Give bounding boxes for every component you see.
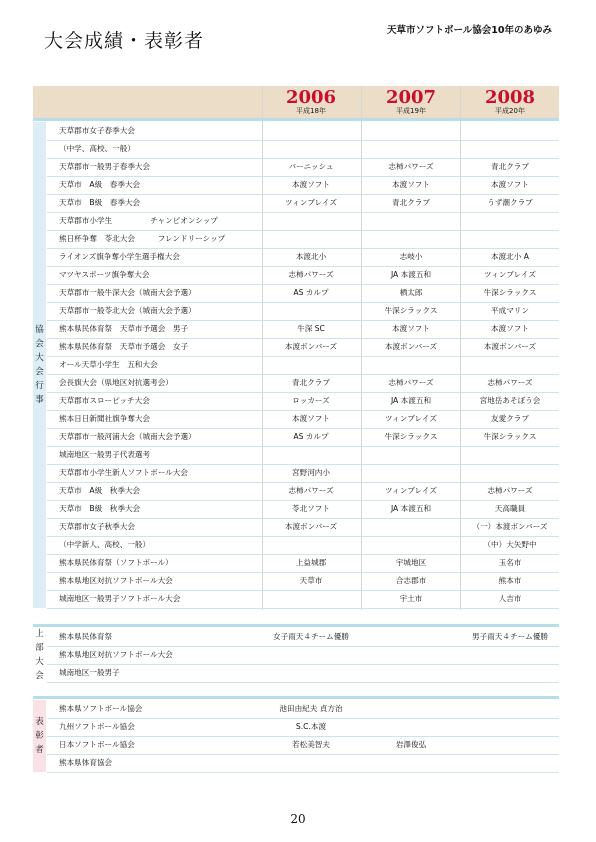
event-name: 城南地区一般男子ソフトボール大会 <box>59 594 181 603</box>
result-cell-2007: JA 本渡五和 <box>390 504 432 513</box>
result-cell-2007: 本渡ボンバーズ <box>384 342 438 351</box>
section-divider <box>33 696 559 699</box>
table-row <box>47 500 559 519</box>
result-cell-2008: 平成マリン <box>491 306 529 315</box>
result-cell-2006: 本渡ソフト <box>292 414 330 423</box>
table-row <box>47 736 559 755</box>
result-cell-2007 <box>363 718 459 736</box>
result-cell-2006 <box>263 646 359 664</box>
event-name: 天草郡市スローピッチ大会 <box>59 396 150 405</box>
event-name: 天草市 A級 秋季大会 <box>59 486 141 495</box>
year-2008 <box>461 86 559 120</box>
year-number: 2007 <box>385 87 437 108</box>
result-cell-2007 <box>363 212 459 230</box>
result-cell-2006: 青北クラブ <box>292 378 330 387</box>
result-cell-2008: 本渡北小 A <box>491 252 529 261</box>
table-row <box>47 194 559 213</box>
event-name: 城南地区一般男子代表選考 <box>59 450 151 459</box>
result-cell-2006: 苓北ソフト <box>292 504 330 513</box>
result-cell-2007 <box>363 446 459 464</box>
result-cell-2007: 本渡ソフト <box>392 324 430 333</box>
table-row <box>47 446 559 465</box>
result-cell-2008: うず潮クラブ <box>487 198 533 207</box>
year-era: 平成19年 <box>396 107 426 115</box>
result-cell-2008 <box>461 464 559 482</box>
section-label-char: 会 <box>35 671 44 681</box>
result-cell-2008: 牛深シラックス <box>483 288 537 297</box>
result-cell-2008 <box>461 754 559 772</box>
result-cell-2006: 本渡北小 <box>295 252 327 261</box>
table-row <box>47 374 559 393</box>
result-cell-2008 <box>461 122 559 140</box>
result-cell-2007: 岩澤俊弘 <box>395 740 427 749</box>
result-cell-2008 <box>461 736 559 754</box>
table-row <box>47 320 559 339</box>
result-cell-2007: 本渡ソフト <box>392 180 430 189</box>
result-cell-2008: 宮地岳あそぼう会 <box>479 396 541 405</box>
result-cell-2007 <box>363 664 459 682</box>
result-cell-2008 <box>461 718 559 736</box>
result-cell-2006: 天草市 <box>299 576 323 585</box>
result-cell-2006: 志柿パワーズ <box>288 270 334 279</box>
result-cell-2008: 友愛クラブ <box>491 414 529 423</box>
result-cell-2007 <box>363 646 459 664</box>
result-cell-2007 <box>363 122 459 140</box>
section-label <box>33 122 46 608</box>
result-cell-2006: ツィンブレイズ <box>285 198 337 207</box>
event-name: 天草郡市一般河浦大会（城南大会予選） <box>59 432 196 441</box>
result-cell-2006 <box>263 356 359 374</box>
table-row <box>47 482 559 501</box>
section-label-char: 大 <box>35 657 44 667</box>
section-label-char: 協 <box>35 325 44 335</box>
result-cell-2007: 志柿パワーズ <box>388 378 434 387</box>
result-cell-2008 <box>461 230 559 248</box>
result-cell-2006 <box>263 590 359 608</box>
result-cell-2006 <box>263 212 359 230</box>
result-cell-2006: 本渡ボンバーズ <box>284 342 338 351</box>
result-cell-2007 <box>363 536 459 554</box>
result-cell-2006: 本渡ソフト <box>292 180 330 189</box>
table-row <box>47 590 559 609</box>
year-era: 平成20年 <box>495 107 525 115</box>
table-row <box>47 176 559 195</box>
result-cell-2007: 牛深シラックス <box>384 432 438 441</box>
result-cell-2008: 本渡ソフト <box>491 180 529 189</box>
event-name: 熊本県民体育祭 天草市予選会 男子 <box>59 324 189 333</box>
result-cell-2007 <box>363 628 459 646</box>
section-label-char: 会 <box>35 367 44 377</box>
event-name: （中学、高校、一般） <box>59 144 135 153</box>
result-cell-2007: 牛深シラックス <box>384 306 438 315</box>
result-cell-2006: 女子雨天４チーム優勝 <box>273 632 349 641</box>
table-row <box>47 284 559 303</box>
year-era: 平成18年 <box>296 107 326 115</box>
page-number: 20 <box>290 812 306 826</box>
section-label <box>33 628 46 682</box>
result-cell-2008 <box>461 446 559 464</box>
event-name: ライオンズ旗争奪小学生選手権大会 <box>59 252 180 261</box>
table-row <box>47 536 559 555</box>
result-cell-2008: ツィンブレイズ <box>484 270 536 279</box>
result-cell-2006: AS カルプ <box>293 432 329 441</box>
result-cell-2006 <box>263 302 359 320</box>
result-cell-2008: 本渡ソフト <box>491 324 529 333</box>
section-label-char: 部 <box>35 643 44 653</box>
result-cell-2006: 宮野河内小 <box>292 468 330 477</box>
table-row <box>47 122 559 141</box>
result-cell-2008: （一）本渡ボンバーズ <box>472 522 548 531</box>
event-name: 天草市 B級 春季大会 <box>59 198 141 207</box>
result-cell-2006: 本渡ボンバーズ <box>284 522 338 531</box>
result-cell-2007: 青北クラブ <box>392 198 430 207</box>
table-row <box>47 230 559 249</box>
table-row <box>47 518 559 537</box>
year-number: 2006 <box>285 87 337 108</box>
event-name: 日本ソフトボール協会 <box>59 740 135 749</box>
result-cell-2008: 志柿パワーズ <box>487 486 533 495</box>
result-cell-2007: ツィンブレイズ <box>385 414 437 423</box>
table-row <box>47 664 559 683</box>
event-name: 熊本県体育協会 <box>59 758 113 767</box>
result-cell-2008: 天高職員 <box>494 504 526 513</box>
section-label-char: 会 <box>35 339 44 349</box>
result-cell-2006: 上益城郡 <box>295 558 327 567</box>
result-cell-2006 <box>263 230 359 248</box>
result-cell-2007 <box>363 754 459 772</box>
event-name: 熊本県地区対抗ソフトボール大会 <box>59 576 173 585</box>
event-name: 天草市 B級 秋季大会 <box>59 504 141 513</box>
result-cell-2006: 若松美智夫 <box>292 740 330 749</box>
table-row <box>47 158 559 177</box>
event-name: 天草郡市女子秋季大会 <box>59 522 135 531</box>
event-name: オール天草小学生 五和大会 <box>59 360 158 369</box>
section-label-char: 表 <box>35 717 44 727</box>
year-header <box>33 86 559 120</box>
section-divider <box>33 624 559 627</box>
event-name: 天草市 A級 春季大会 <box>59 180 141 189</box>
table-row <box>47 248 559 267</box>
result-cell-2008: 玉名市 <box>498 558 522 567</box>
event-name: 天草郡市小学生新人ソフトボール大会 <box>59 468 188 477</box>
result-cell-2008 <box>461 700 559 718</box>
table-row <box>47 700 559 719</box>
event-name: 熊本県ソフトボール協会 <box>59 704 143 713</box>
result-cell-2007: 宇土市 <box>399 594 423 603</box>
result-cell-2007: 志岐小 <box>399 252 423 261</box>
section-label-char: 彰 <box>35 731 44 741</box>
result-cell-2006: S.C.本渡 <box>295 722 327 731</box>
result-cell-2007 <box>363 700 459 718</box>
result-cell-2007: 宇城地区 <box>395 558 427 567</box>
result-cell-2006 <box>263 754 359 772</box>
year-2006 <box>263 86 359 120</box>
result-cell-2007 <box>363 140 459 158</box>
result-cell-2007 <box>363 356 459 374</box>
event-name: 会長旗大会（県地区対抗選考会） <box>59 378 173 387</box>
result-cell-2008 <box>461 356 559 374</box>
table-row <box>47 392 559 411</box>
table-row <box>47 212 559 231</box>
result-cell-2006 <box>263 140 359 158</box>
result-cell-2006 <box>263 446 359 464</box>
page-title: 大会成績・表彰者 <box>44 30 205 52</box>
result-cell-2006: 牛深 SC <box>297 324 325 333</box>
result-cell-2008 <box>461 664 559 682</box>
result-cell-2007: ツィンブレイズ <box>385 486 437 495</box>
result-cell-2008: 牛深シラックス <box>483 432 537 441</box>
result-cell-2006 <box>263 122 359 140</box>
event-name: 熊日杯争奪 苓北大会 フレンドリーシップ <box>59 234 226 243</box>
table-row <box>47 646 559 665</box>
result-cell-2008: 熊本市 <box>498 576 522 585</box>
section-label-char: 事 <box>35 395 44 405</box>
event-name: マツヤスポーツ旗争奪大会 <box>59 270 150 279</box>
result-cell-2008: （中）大矢野中 <box>483 540 537 549</box>
table-row <box>47 718 559 737</box>
result-cell-2008: 志柿パワーズ <box>487 378 533 387</box>
table-row <box>47 356 559 375</box>
result-cell-2008 <box>461 646 559 664</box>
event-name: 天草郡市一般苓北大会（城南大会予選） <box>59 306 196 315</box>
section-label-char: 行 <box>35 381 44 391</box>
header-note: 天草市ソフトボール協会10年のあゆみ <box>386 25 552 36</box>
result-cell-2007: JA 本渡五和 <box>390 270 432 279</box>
result-cell-2006: AS カルプ <box>293 288 329 297</box>
result-cell-2007 <box>363 464 459 482</box>
result-cell-2007: JA 本渡五和 <box>390 396 432 405</box>
result-cell-2006: バーニッシュ <box>288 162 334 171</box>
table-row <box>47 302 559 321</box>
event-name: 天草郡市一般男子春季大会 <box>59 162 151 171</box>
result-cell-2008: 青北クラブ <box>491 162 529 171</box>
result-cell-2008: 男子雨天４チーム優勝 <box>472 632 548 641</box>
event-name: 天草郡市小学生 チャンピオンシップ <box>59 216 218 225</box>
event-name: 熊本県民体育祭（ソフトボール） <box>59 558 173 567</box>
table-row <box>47 572 559 591</box>
event-name: 天草郡市女子春季大会 <box>59 126 135 135</box>
table-row <box>47 410 559 429</box>
result-cell-2008 <box>461 212 559 230</box>
section-label <box>33 700 46 772</box>
event-name: 城南地区一般男子 <box>59 668 120 677</box>
result-cell-2008: 本渡ボンバーズ <box>483 342 537 351</box>
result-cell-2006: ロッカーズ <box>292 396 330 405</box>
table-row <box>47 338 559 357</box>
result-cell-2007: 栖太郎 <box>399 288 423 297</box>
result-cell-2007 <box>363 518 459 536</box>
event-name: 熊本日日新聞社旗争奪大会 <box>59 414 151 423</box>
table-row <box>47 140 559 159</box>
table-row <box>47 266 559 285</box>
result-cell-2007: 合志郡市 <box>395 576 427 585</box>
section-label-char: 上 <box>35 629 44 639</box>
event-name: 熊本県民体育祭 <box>59 632 113 641</box>
event-name: 九州ソフトボール協会 <box>59 722 135 731</box>
result-cell-2006 <box>263 536 359 554</box>
event-name: 天草郡市一般牛深大会（城南大会予選） <box>59 288 196 297</box>
result-cell-2006: 池田由紀夫 貞方治 <box>279 704 343 713</box>
section-divider <box>33 118 559 121</box>
table-row <box>47 754 559 773</box>
event-name: 熊本県地区対抗ソフトボール大会 <box>59 650 173 659</box>
result-cell-2006: 志柿パワーズ <box>288 486 334 495</box>
result-cell-2007: 志柿パワーズ <box>388 162 434 171</box>
table-row <box>47 628 559 647</box>
section-label-char: 者 <box>35 745 44 755</box>
table-row <box>47 428 559 447</box>
year-2007 <box>363 86 459 120</box>
table-row <box>47 464 559 483</box>
table-row <box>47 554 559 573</box>
event-name: 熊本県民体育祭 天草市予選会 女子 <box>59 342 189 351</box>
result-cell-2008 <box>461 140 559 158</box>
section-label-char: 大 <box>35 353 44 363</box>
year-number: 2008 <box>484 87 536 108</box>
event-name: （中学新人、高校、一般） <box>59 540 151 549</box>
result-cell-2006 <box>263 664 359 682</box>
result-cell-2007 <box>363 230 459 248</box>
result-cell-2008: 人吉市 <box>498 594 522 603</box>
